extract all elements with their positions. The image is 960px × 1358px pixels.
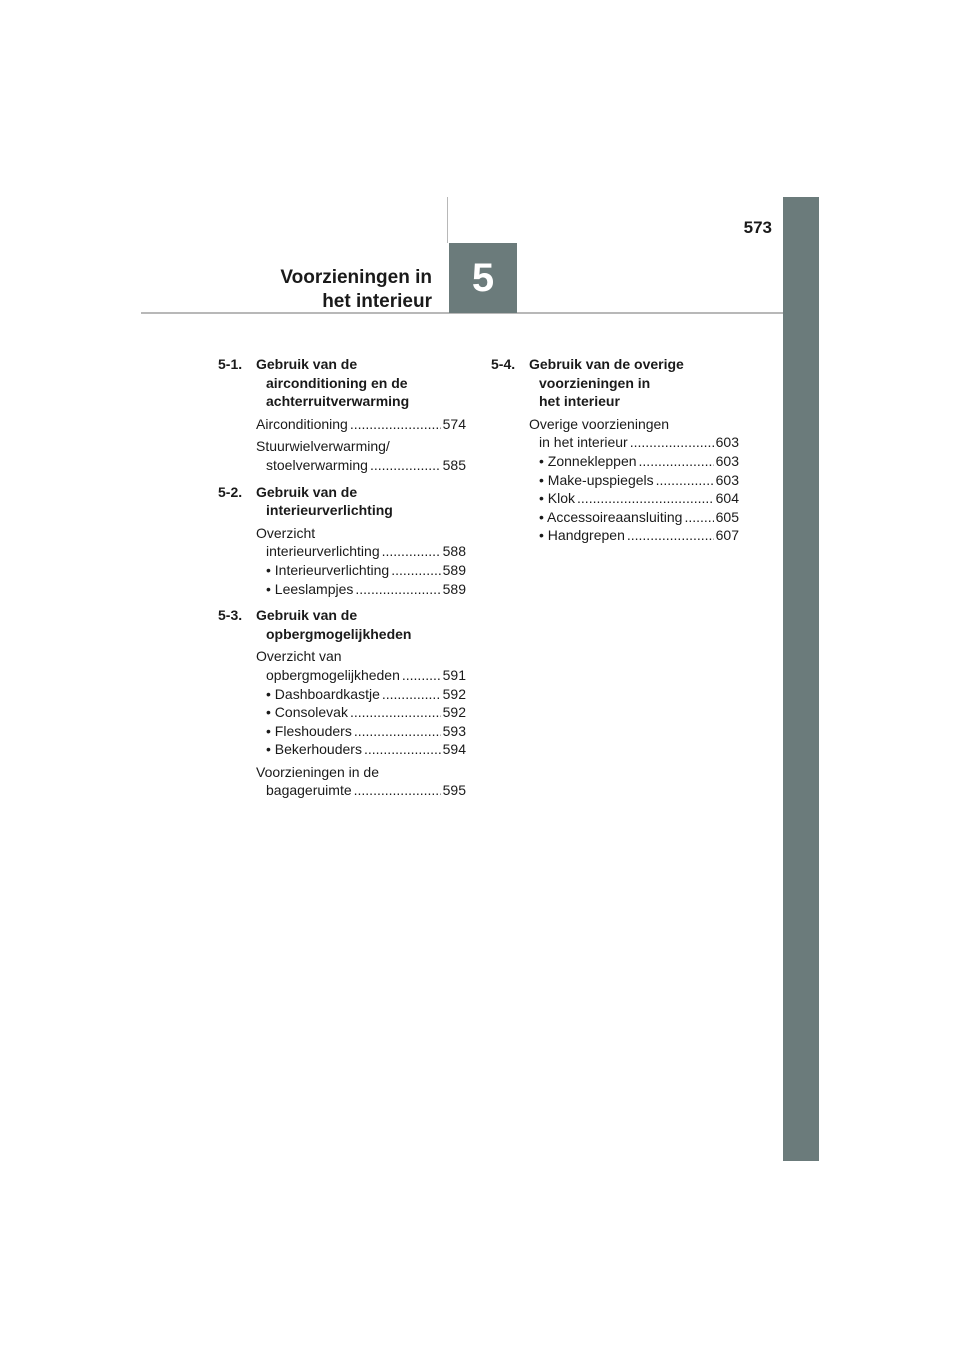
section-title-line: Gebruik van de (256, 483, 358, 500)
toc-bullet-link[interactable] (256, 722, 466, 741)
toc-section (218, 606, 466, 800)
toc-bullet-link[interactable] (529, 526, 739, 545)
dot-leader (402, 666, 441, 685)
page-ref: 593 (442, 722, 466, 739)
toc-section (491, 355, 739, 545)
section-title-line: het interieur (539, 393, 620, 410)
section-heading (491, 355, 739, 411)
toc-bullet-link[interactable] (256, 740, 466, 759)
page-ref: 574 (442, 415, 466, 432)
page-ref: 605 (715, 508, 739, 525)
dot-leader (639, 452, 714, 471)
side-tab-bar (783, 197, 819, 1161)
toc-bullet-link[interactable] (256, 561, 466, 580)
page-ref: 592 (442, 704, 466, 721)
page-ref: 589 (442, 580, 466, 597)
section-title-line: Gebruik van de (256, 607, 358, 624)
entry-label: • Klok (539, 490, 576, 507)
toc-bullet-link[interactable] (529, 489, 739, 508)
toc-entry (256, 647, 466, 759)
dot-leader (355, 580, 440, 599)
toc-bullet-link[interactable] (529, 508, 739, 527)
toc-entry (256, 415, 466, 434)
toc-bullet-link[interactable] (529, 471, 739, 490)
dot-leader (354, 781, 441, 800)
dot-leader (382, 685, 441, 704)
entry-label: interieurverlichting (266, 543, 380, 560)
section-heading (218, 355, 466, 411)
page-ref: 588 (442, 543, 466, 560)
dot-leader (656, 471, 714, 490)
section-title-line: voorzieningen in (539, 374, 651, 391)
entry-label: • Zonnekleppen (539, 452, 637, 469)
entry-label: • Bekerhouders (266, 741, 362, 758)
page-ref: 603 (715, 452, 739, 469)
entry-label: stoelverwarming (266, 456, 368, 473)
toc-entry (256, 524, 466, 598)
toc-entry-link[interactable] (529, 433, 739, 452)
chapter-title-line: Voorzieningen in (280, 267, 432, 288)
toc-bullet-link[interactable] (256, 580, 466, 599)
toc-entry-link[interactable] (256, 456, 466, 475)
toc-section (218, 355, 466, 475)
toc-section (218, 483, 466, 599)
section-number: 5-3. (218, 607, 243, 624)
dot-leader (577, 489, 714, 508)
chapter-number-badge: 5 (449, 243, 517, 313)
dot-leader (391, 561, 440, 580)
section-heading (218, 483, 466, 520)
page-ref: 591 (442, 666, 466, 683)
toc-entry-link[interactable] (256, 542, 466, 561)
entry-label: bagageruimte (266, 782, 352, 799)
entry-label: • Consolevak (266, 704, 348, 721)
entry-label: in het interieur (539, 434, 628, 451)
page-ref: 594 (442, 741, 466, 758)
section-title (256, 355, 466, 411)
chapter-title-line: het interieur (322, 291, 432, 312)
entry-text-line: Overzicht (256, 524, 316, 541)
page-ref: 585 (442, 456, 466, 473)
dot-leader (630, 433, 714, 452)
section-title-line: opbergmogelijkheden (266, 625, 412, 642)
toc-entry-link[interactable] (256, 415, 466, 434)
header-divider-vertical (447, 197, 448, 243)
entry-text-line: Overige voorzieningen (529, 415, 670, 432)
section-heading (218, 606, 466, 643)
dot-leader (370, 456, 441, 475)
toc-entry (256, 763, 466, 800)
entry-label: opbergmogelijkheden (266, 666, 400, 683)
entry-text-line: Overzicht van (256, 648, 342, 665)
page-ref: 589 (442, 561, 466, 578)
section-title-line: Gebruik van de overige (529, 356, 684, 372)
section-number: 5-2. (218, 483, 243, 500)
section-number: 5-1. (218, 356, 243, 372)
entry-label: • Fleshouders (266, 722, 352, 739)
toc-entry-link[interactable] (256, 781, 466, 800)
entry-label: • Leeslampjes (266, 580, 354, 597)
section-number: 5-4. (491, 356, 516, 372)
dot-leader (364, 740, 441, 759)
dot-leader (350, 415, 441, 434)
dot-leader (382, 542, 441, 561)
page-ref: 592 (442, 685, 466, 702)
page-ref: 604 (715, 490, 739, 507)
section-title-line: interieurverlichting (266, 502, 393, 519)
toc-entry (529, 415, 739, 545)
dot-leader (354, 722, 441, 741)
toc-entry (256, 437, 466, 474)
chapter-title (150, 266, 432, 314)
section-title-line: airconditioning en de (266, 374, 408, 391)
entry-label: • Make-upspiegels (539, 471, 654, 488)
entry-text-line: Stuurwielverwarming/ (256, 438, 390, 455)
section-title (529, 355, 739, 411)
section-title (256, 483, 466, 520)
entry-label: • Handgrepen (539, 527, 625, 544)
section-title-line: achterruitverwarming (266, 393, 410, 410)
toc-bullet-link[interactable] (256, 703, 466, 722)
dot-leader (350, 703, 441, 722)
page-ref: 603 (715, 471, 739, 488)
toc-column-left (218, 355, 466, 808)
entry-label: Airconditioning (256, 415, 348, 432)
dot-leader (684, 508, 713, 527)
section-title (256, 606, 466, 643)
toc-entry-link[interactable] (256, 666, 466, 685)
entry-label: • Dashboardkastje (266, 685, 380, 702)
toc-column-right (491, 355, 739, 553)
entry-label: • Accessoireaansluiting (539, 508, 683, 525)
entry-text-line: Voorzieningen in de (256, 763, 379, 780)
page-number: 573 (743, 218, 772, 237)
entry-label: • Interieurverlichting (266, 561, 390, 578)
page-ref: 603 (715, 434, 739, 451)
dot-leader (627, 526, 714, 545)
page-ref: 607 (715, 527, 739, 544)
section-title-line: Gebruik van de (256, 356, 358, 372)
toc-bullet-link[interactable] (529, 452, 739, 471)
toc-bullet-link[interactable] (256, 685, 466, 704)
page-ref: 595 (442, 782, 466, 799)
